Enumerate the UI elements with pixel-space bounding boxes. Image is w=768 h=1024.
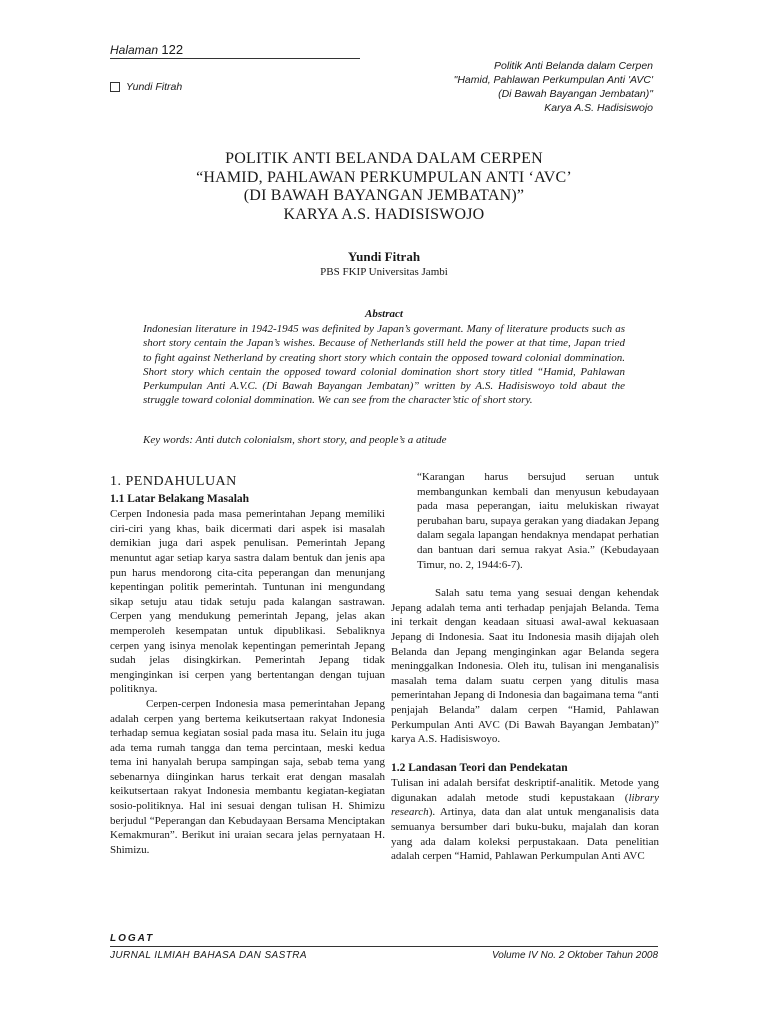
- paragraph: Salah satu tema yang sesuai dengan kehendak Jepang adalah tema anti terhadap penjajah Belanda. Tema ini terkait dengan keadaan situasi awal-awal kekuasaan Jepang di Indonesia. Saat itu Indonesia masih dijajah oleh Belanda dan Jepang menginginkan agar Belanda segera meninggalkan Indonesia. Oleh itu, tulisan ini menganalisis masalah tema dalam suatu cerpen yang ditulis masa pemerintahan Jepang di Indonesia dan bagaimana tema “anti penjajah Belanda” dalam cerpen “Hamid, Pahlawan Perkumpulan Anti AVC (Di Bawah Bayangan Jembatan)” karya A.S. Hadisiswoyo.: [391, 587, 659, 746]
- footer-rule: [110, 946, 658, 947]
- abstract-text: Indonesian literature in 1942-1945 was definited by Japan’s govermant. Many of literature products such as short story centain the Japan’s wishes. Because of Netherlands still held the power at that time, Japan tried to fight against Netherland by creating short story which contain the opposed toward colonial dommination. Short story which centain the opposed toward colonial domination short story titled “Hamid, Pahlawan Perkumpulan Anti A.V.C. (Di Bawah Bayangan Jembatan)” written by A.S. Hadisiswoyo told abaut the struggle toward colonial dommination. We can see from the character’stic of short story.: [143, 323, 625, 407]
- running-title: [454, 59, 653, 115]
- header-rule: [110, 58, 360, 59]
- keywords: Key words: Anti dutch colonialsm, short story, and people’s a atitude: [143, 434, 447, 446]
- paragraph: Cerpen Indonesia pada masa pemerintahan Jepang memiliki ciri-ciri yang khas, baik dicermati dari aspek isi masalah demikian juga dari aspek penulisan. Pemerintah Jepang menuntut agar setiap karya sastra dalam bentuk dan jenis apa pun harus mendorong cita-cita peperangan dan menunjang kepentingan politik pemerintah. Tuntunan ini mengundang sikap setuju atau tidak setuju pada kalangan sastrawan. Cerpen yang mendukung pemerintah Jepang, jelas akan memperoleh kesempatan untuk dipublikasi. Sebaliknya cerpen yang isinya menolak kepentingan pemerintah Jepang sudah jelas disingkirkan. Pemerintah Jepang tidak menginginkan isi cerpen yang bertentangan dengan tujuan politiknya.: [110, 508, 385, 696]
- paragraph-emphasis: library research: [391, 791, 659, 819]
- section-heading: 1. PENDAHULUAN: [110, 474, 237, 489]
- journal-volume: Volume IV No. 2 Oktober Tahun 2008: [491, 950, 658, 961]
- running-title-line: Politik Anti Belanda dalam Cerpen: [494, 60, 653, 72]
- body-column-left: [110, 475, 385, 857]
- author-affiliation: PBS FKIP Universitas Jambi: [320, 266, 448, 278]
- journal-name: JURNAL ILMIAH BAHASA DAN SASTRA: [110, 950, 307, 961]
- page-number: 122: [161, 42, 184, 57]
- subsection-heading: 1.2 Landasan Teori dan Pendekatan: [391, 761, 568, 774]
- running-title-line: "Hamid, Pahlawan Perkumpulan Anti 'AVC': [453, 74, 653, 86]
- title-line: “HAMID, PAHLAWAN PERKUMPULAN ANTI ‘AVC’: [196, 168, 572, 186]
- title-line: KARYA A.S. HADISISWOJO: [283, 205, 485, 223]
- running-title-line: Karya A.S. Hadisiswojo: [544, 102, 653, 114]
- author-name: Yundi Fitrah: [347, 249, 421, 264]
- checkbox-icon: [110, 82, 120, 92]
- paragraph: [391, 776, 659, 864]
- title-line: POLITIK ANTI BELANDA DALAM CERPEN: [225, 150, 543, 167]
- paragraph-text: ). Artinya, data dan alat untuk menganalisis data semuanya bersumber dari buku-buku, majalah dan koran yang ada dalam koleksi perpustakaan. Data penelitian adalah cerpen “Hamid, Pahlawan Perkumpulan Anti AVC: [391, 806, 659, 863]
- author-short: Yundi Fitrah: [126, 81, 183, 93]
- journal-logo: LOGAT: [110, 933, 155, 944]
- paper-title: [110, 150, 658, 224]
- block-quote: “Karangan harus bersujud seruan untuk membangunkan kembali dan menyusun kebudayaan pada masa peperangan, iaitu melukiskan riwayat perubahan baru, supaya gerakan yang diadakan Jepang dalam segala lapangan hendaknya mendapat perhatian dan bantuan dari semua rakyat Asia.” (Kebudayaan Timur, no. 2, 1944:6-7).: [417, 471, 659, 571]
- page-label: Halaman: [110, 43, 159, 57]
- body-column-right: [391, 470, 659, 864]
- running-title-line: (Di Bawah Bayangan Jembatan)": [498, 88, 653, 100]
- running-header-author: [110, 81, 182, 93]
- abstract-heading: Abstract: [365, 308, 403, 320]
- paragraph: Cerpen-cerpen Indonesia masa pemerintahan Jepang adalah cerpen yang bertema keikutsertaan rakyat Indonesia terhadap semua kegiatan sosial pada masa itu. Selain itu juga ada tema rumah tangga dan tema percintaan, meski kedua tema ini hanyalah berupa sampingan saja, sebab tema yang sebenarnya diinginkan harus terkait erat dengan masalah keikutsertaan rakyat Indonesia membantu kegiatan-kegiatan sosio-politiknya. Hal ini sesuai dengan tulisan H. Shimizu berjudul “Peperangan dan Kebudayaan Bersama Menciptakan Kemakmuran”. Berikut ini uraian secara jelas pernyataan H. Shimizu.: [110, 697, 385, 856]
- title-line: (DI BAWAH BAYANGAN JEMBATAN)”: [243, 187, 525, 204]
- paragraph-text: Tulisan ini adalah bersifat deskriptif-analitik. Metode yang digunakan adalah metode studi kepustakaan (: [391, 777, 659, 804]
- subsection-heading: 1.1 Latar Belakang Masalah: [110, 492, 250, 505]
- running-header-page: [110, 42, 183, 57]
